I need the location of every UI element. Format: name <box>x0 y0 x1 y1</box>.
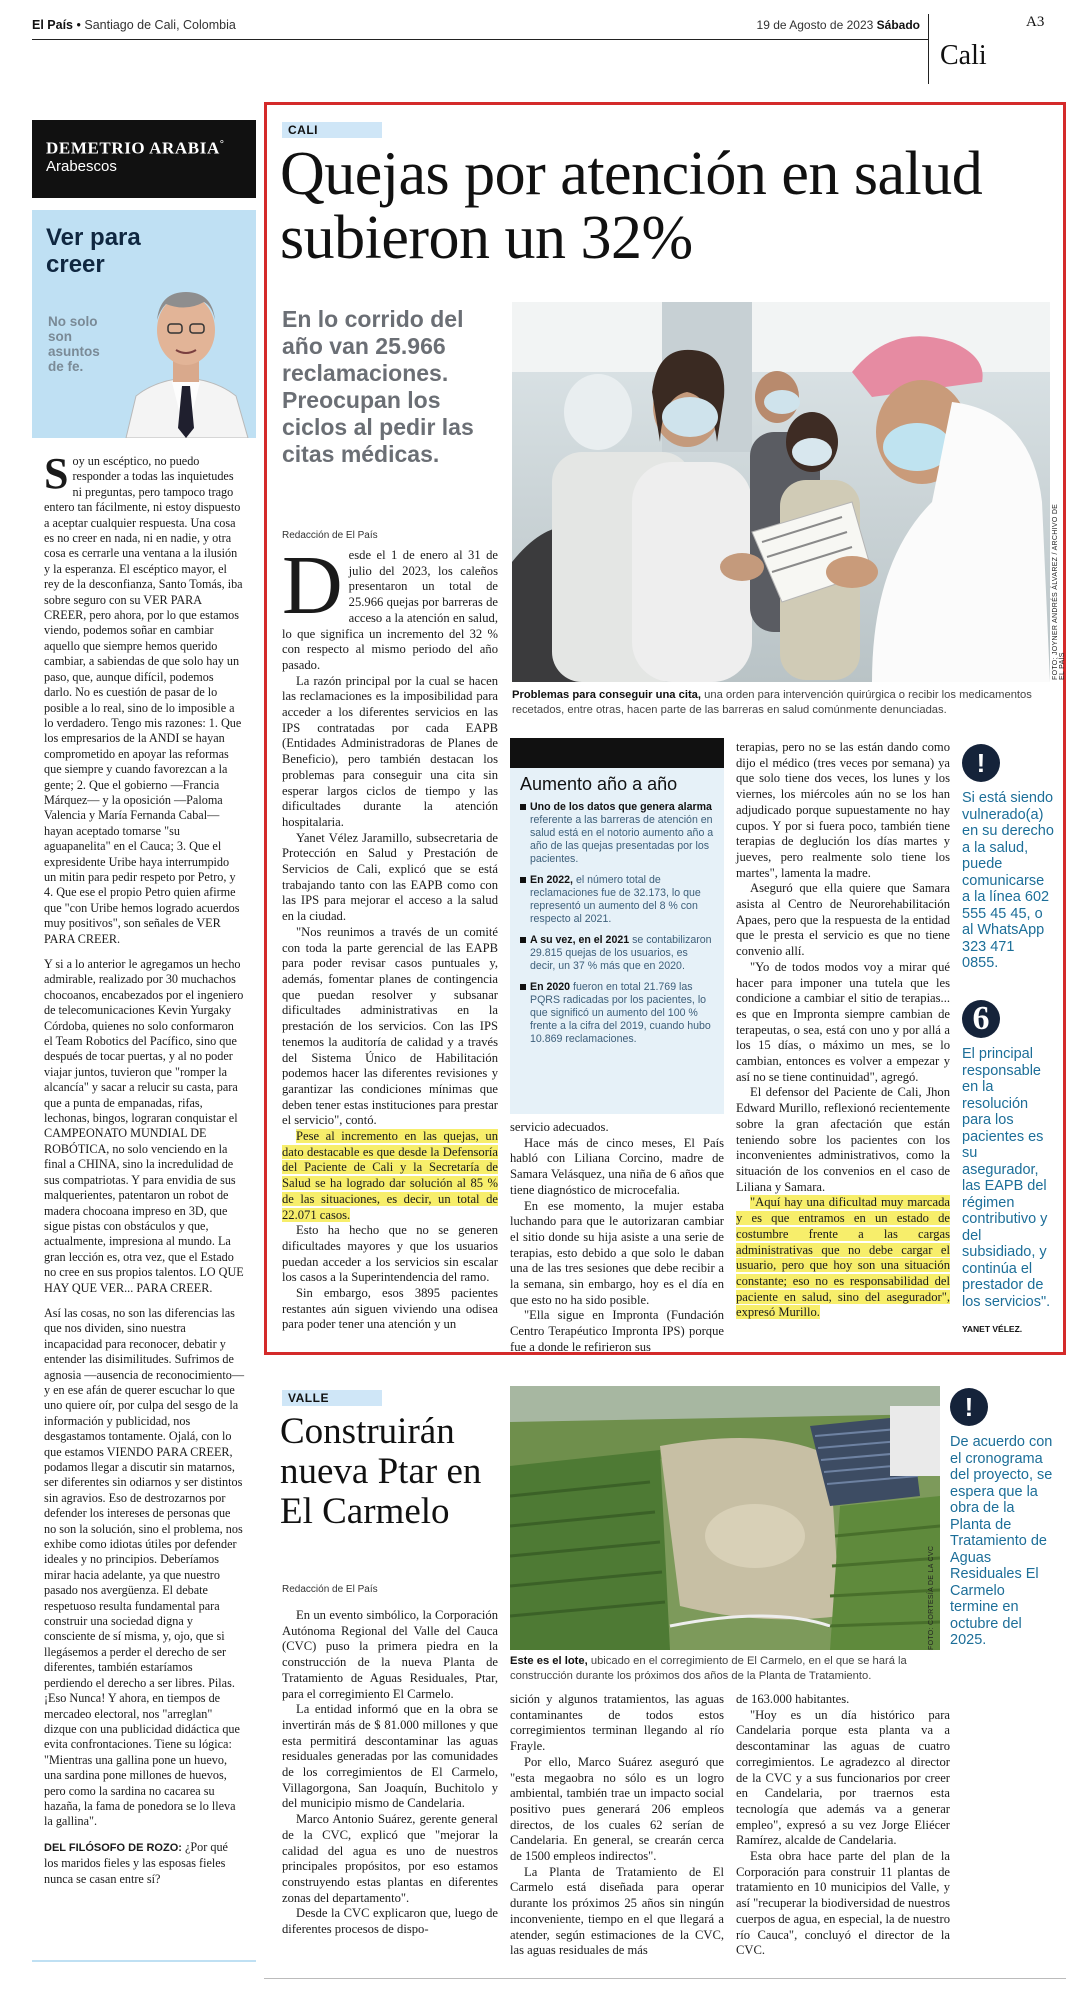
alert-icon: ! <box>962 744 1000 782</box>
second-paragraph: Por ello, Marco Suárez aseguró que "esta megaobra no sólo es un logro ambiental, también trae un impacto social positivo pues generará 206 empleos directos, de los cuales 62 serían de Candelaria. En general, se crearán cerca de 1500 empleos indirectos". <box>510 1754 724 1864</box>
main-paragraph: La razón principal por la cual se hacen las reclamaciones es la imposibilidad para acceder a los diferentes servicios en las IPS contratadas por cada EAPB (Entidades Administradoras de Planes de Beneficio), pero también destacan los problemas para conseguir una cita sin esperar largos ciclos de tiempo y las dificultades durante la atención hospitalaria. <box>282 673 498 829</box>
helpline-note: Si está siendo vulnerado(a) en su derecho a la salud, puede comunicarse a la línea 602 555 45 45, o al WhatsApp 323 471 0855. <box>962 790 1054 971</box>
infobox-title: Aumento año a año <box>520 774 678 794</box>
column-subtitle: No solo son asuntos de fe. <box>48 314 100 374</box>
second-caption-bold: Este es el lote, <box>510 1655 588 1667</box>
infobox-item-bold: A su vez, en el 2021 <box>530 934 630 946</box>
main-lead-text: esde el 1 de enero al 31 de julio del 2023, los caleños presentaron un total de 25.966 quejas por barreras de acceso a la atención en salud, lo que significa un incremento del 32 % con respecto al mismo periodo del año pasado. <box>282 548 498 672</box>
page-number: A3 <box>1026 14 1045 30</box>
header-day: Sábado <box>876 18 920 32</box>
official-quote: El principal responsable en la resolución para los pacientes es su asegurador, las EAPB del régimen contributivo y del subsidiado, y continúa el prestador de los servicios". <box>962 1046 1051 1310</box>
infobox-item <box>520 934 714 973</box>
main-paragraph: terapias, pero no se las están dando como dijo el médico (tres veces por semana) ya que solo tiene dos veces, los lunes y los viernes, los miércoles aún no se los han adjudicado porque supuestamente no hay cupos. Y por si fuera poco, también tiene terapias de deglución los días martes y jueves, pero realmente solo tiene los martes", lamenta la madre. <box>736 740 950 880</box>
main-paragraph: Hace más de cinco meses, El País habló con Liliana Corcino, madre de Samara Velásquez, una niña de 6 años que tiene diagnóstico de microcefalia. <box>510 1135 724 1197</box>
second-paragraph: sición y algunos tratamientos, las aguas contaminantes de todos estos corregimientos terminan llegando al río Frayle. <box>510 1692 724 1754</box>
second-kicker: VALLE <box>282 1390 382 1406</box>
infobox-list <box>510 799 724 1046</box>
main-paragraph: El defensor del Paciente de Cali, Jhon Edward Murillo, reflexionó recientemente sobre la gran afectación que están teniendo sobre los pacientes con los inconvenientes administrativos, como la situación de los convenios en el caso de Liliana y Samara. <box>736 1085 950 1194</box>
second-paragraph: Desde la CVC explicaron que, luego de diferentes procesos de dispo- <box>282 1906 498 1937</box>
main-deck: En lo corrido del año van 25.966 reclamaciones. Preocupan los ciclos al pedir las citas médicas. <box>282 306 474 467</box>
second-paragraph: En un evento simbólico, la Corporación Autónoma Regional del Valle del Cauca (CVC) puso la primera piedra en la construcción de la nueva Planta de Tratamiento de Aguas Residuales, Ptar, para el corregimiento El Carmelo. <box>282 1608 498 1701</box>
column-paragraph-text: oy un escéptico, no puedo responder a todas las inquietudes ni preguntas, pero tampoco trago entero tan fácilmente, ni estoy dispuesto a aceptar cualquier respuesta. Una cosa es no creer en nada, ni en nadie, y otra cosa es cerrarle una ventana a la ilusión y la esperanza. El escéptico mayor, el rey de la desconfianza, Santo Tomás, iba sobre seguro con su VER PARA CREER, pero ahora, por lo que estamos viendo, podemos soñar en cambiar aquello que siempre hemos querido cambiar, a sabiendas de que solo hay un paso, que, aunque difícil, podemos darlo. No es cuestión de pasar de lo posible a lo real, sino de lo imposible a lo verdadero. Tengo mis razones: 1. Que los empresarios de la ANDI se hayan comprometido en apoyar las reformas que siempre y cuando favorezcan a la gente; 2. Que el gobierno —Francia Márquez— y la oposición —Paloma Valencia y María Fernanda Cabal— hayan aceptado tomarse "su aguapanelita" en el Cauca; 3. Que el expresidente Uribe haya interrumpido un mitin para pedir respeto por Petro, y 4. Que ese el propio Petro quien afirme que "con Uribe hemos logrado acuerdos muy positivos", son señales de VER PARA CREER. <box>44 454 243 946</box>
main-paragraph: Sin embargo, esos 3895 pacientes restantes aún siguen viviendo una odisea para poder tener una atención y un <box>282 1286 498 1332</box>
second-paragraph: La entidad informó que en la obra se invertirán más de $ 81.000 millones y que esta permitirá descontaminar las aguas residuales generadas por las comunidades de los corregimientos de El Carmelo, Villagorgona, San Joaquín, Buchitolo y del municipio mismo de Candelaria. <box>282 1702 498 1811</box>
infobox-item-text: fueron en total 21.769 las PQRS radicadas por los pacientes, lo que significó un aumento del 100 % frente a la cifra del 2019, cuando hubo 10.869 reclamaciones. <box>530 981 711 1045</box>
column-name: Arabescos <box>46 157 117 175</box>
column-body <box>44 449 245 1887</box>
paper-name: El País <box>32 18 73 32</box>
second-caption-text: ubicado en el corregimiento de El Carmelo, en el que se hará la construcción durante los próximos dos años de la Planta de Tratamiento. <box>510 1655 907 1682</box>
main-photo-credit: FOTO: JOYNER ANDRÉS ÁLVAREZ / ARCHIVO DE EL PAÍS <box>1052 503 1066 680</box>
alert-icon: ! <box>950 1388 988 1426</box>
infobox-bullet <box>520 937 526 943</box>
main-kicker: CALI <box>282 122 382 138</box>
second-photo-credit: FOTO: CORTESÍA DE LA CVC <box>928 1545 935 1650</box>
infobox <box>510 738 724 1114</box>
header-divider <box>928 14 929 84</box>
infobox-item-bold: En 2022, <box>530 874 573 886</box>
second-photo <box>510 1386 940 1650</box>
author-portrait <box>116 268 256 438</box>
header-rule <box>32 39 928 40</box>
column-author-box <box>32 120 256 198</box>
main-caption-bold: Problemas para conseguir una cita, <box>512 689 702 701</box>
infobox-item <box>520 801 714 866</box>
main-highlight-paragraph <box>736 1195 950 1321</box>
column-paragraph <box>44 449 244 947</box>
second-paragraph: Marco Antonio Suárez, gerente general de la CVC, explicó que "mejorar la calidad del agua es uno de nuestros principales propósitos, por eso estamos construyendo estas plantas en diferentes zonas del departamento". <box>282 1812 498 1905</box>
main-highlight: "Aquí hay una dificultad muy marcada y es que entramos en un estado de costumbre frente a las cargas administrativas que no debe cargar el usuario, pero que hoy son una situación constante; eso no es responsabilidad del paciente en salud, sino del asegurador", expresó Murillo. <box>736 1195 950 1320</box>
column-bottom-border <box>32 1960 256 1962</box>
second-headline: Construirán nueva Ptar en El Carmelo <box>280 1411 482 1532</box>
aerial-lot-illustration <box>510 1386 940 1650</box>
infobox-item-bold: En 2020 <box>530 981 571 993</box>
infobox-item-text: referente a las barreras de atención en salud está en el notorio aumento año a año de las quejas presentadas por los pacientes. <box>530 814 714 865</box>
column-closing <box>44 1840 244 1887</box>
header-date-block <box>740 18 920 32</box>
second-column-1 <box>282 1608 498 1938</box>
infobox-bullet <box>520 804 526 810</box>
infobox-item-text: el número total de reclamaciones fue de 32.173, lo que representó un aumento del 8 % con respecto al 2021. <box>530 874 701 925</box>
header-date: 19 de Agosto de 2023 <box>756 18 874 32</box>
main-paragraph: servicio adecuados. <box>510 1120 609 1134</box>
header-bullet: • <box>76 18 81 32</box>
main-column-1 <box>282 539 498 1333</box>
page-footer-rule <box>264 1978 1066 1979</box>
clinic-photo-illustration <box>512 302 1050 682</box>
column-paragraph: Así las cosas, no son las diferencias las que nos dividen, sino nuestra incapacidad para reconocer, debatir y entender las disimilitudes. Sufrimos de agnosia —ausencia de reconocimiento— y en ese afán de querer escuchar lo que uno quiere oír, por culpa del sesgo de la información y publicidad, nos desgastamos tontamente. Ojalá, con lo que estamos VIENDO PARA CREER, podamos llegar a discutir sin matarnos, ser diferentes sin odiarnos y ser distintos sin agravios. Eso de destrozarnos por defender los intereses de personas que no son la solución, sino el problema, nos exhibe como idiotas útiles por defender ideales y no principios. Deberíamos mirar hacia adelante, ya que nuestro pasado nos avergüenza. El debate respetuoso resulta fundamental para construir una sociedad digna y consciente de sí misma, y, ojo, que si llegásemos a perder el derecho de ser diferentes, también estaríamos perdiendo el derecho a ser libres. Pilas. ¡Eso Nunca! Y ahora, en tiempos de mercadeo electoral, nos "arreglan" dizque con una publicidad didáctica que evita confrontaciones. Tiene su lógica: "Mientras una gallina pone un huevo, una sardina pone millones de huevos, pero como la sardina no cacarea su hazaña, la fama de ponedora se lo lleva la gallina". <box>44 1305 245 1829</box>
main-paragraph: "Ella sigue en Impronta (Fundación Centro Terapéutico Impronta IPS) porque fue a donde le refirieron sus <box>510 1308 724 1354</box>
infobox-item-bold: Uno de los datos que genera alarma <box>530 801 712 813</box>
second-column-2 <box>510 1692 724 1959</box>
closing-label: DEL FILÓSOFO DE ROZO: <box>44 1841 182 1854</box>
column-author-mark: ° <box>219 139 225 150</box>
column-paragraph: Y si a lo anterior le agregamos un hecho admirable, realizado por 30 muchachos chocoanos, encabezados por el ingeniero de telecomunicaciones Kevin Yurgaky Córdoba, quienes no solo conformaron el Team Robotics del Pacífico, sino que después de tocar puertas, y al no poder viajar juntos, tuvieron que "romper la alcancía" y sacar a relucir su casta, para que a punta de empanadas, rifas, lechonas, bingos, lograran conquistar el CAMPEONATO MUNDIAL DE ROBÓTICA, no solo venciendo en la final a CHINA, sino la incredulidad de sus compatriotas. Y para envidia de sus malquerientes, patentaron un robot de madera chocoana impreso en 3D, que sigue pistas con obstáculos y que, actualmente, impresiona al mundo. La gran lección es, otra vez, que el Estado no cree en sus propios talentos. LO QUE HAY QUE VER... PARA CREER. <box>44 957 244 1295</box>
main-byline: Redacción de El País <box>282 530 378 541</box>
second-paragraph: La Planta de Tratamiento de El Carmelo está diseñada para operar durante los próximos 25 años sin ningún inconveniente, tiempo en el que llegará a atender, según estimaciones de la CVC, las aguas residuales de más <box>510 1864 724 1958</box>
main-paragraph: En ese momento, la mujer estaba luchando para que le autorizaran cambiar el sitio donde su hija asiste a una serie de terapias, esto debido a que solo le daban una de las tres sesiones que debe recibir a la semana, sin embargo, hoy es el día en que esto no ha sido posible. <box>510 1198 724 1307</box>
main-column-3 <box>736 740 950 1321</box>
main-highlight-paragraph <box>282 1129 498 1223</box>
main-paragraph: Yanet Vélez Jaramillo, subsecretaria de Protección en Salud y Prestación de Servicios de Cali, explicó que se está trabajando tanto con las EAPB como con las IPS para mejorar el acceso a la salud en la ciudad. <box>282 830 498 924</box>
header-location: Santiago de Cali, Colombia <box>84 18 236 32</box>
main-paragraph: Aseguró que ella quiere que Samara asista al Centro de Neurorehabilitación Apaes, pero que la respuesta de la entidad que le presta el servicio es que no tiene convenio allí. <box>736 881 950 959</box>
second-paragraph: "Hoy es un día histórico para Candelaria porque esta planta va a descontaminar las aguas de cuatro corregimientos. Le agradezco al director de la CVC y a sus funcionarios por creer en Candelaria, por traernos esta tecnología que además va a generar empleo", expresó a su vez Jorge Eliécer Ramírez, alcalde de Candelaria. <box>736 1707 950 1848</box>
main-headline: Quejas por atención en salud subieron un 32% <box>280 140 983 272</box>
infobox-top-bar <box>510 738 724 768</box>
main-column-2 <box>510 1120 724 1356</box>
quote-icon: 6 <box>962 1000 1000 1038</box>
column-author-name: DEMETRIO ARABIA <box>46 138 220 158</box>
main-lead-paragraph <box>282 539 498 674</box>
main-dropcap: D <box>282 539 343 632</box>
section-name: Cali <box>940 40 987 71</box>
infobox-bullet <box>520 877 526 883</box>
second-paragraph: de 163.000 habitantes. <box>736 1692 850 1706</box>
second-paragraph: Esta obra hace parte del plan de la Corporación para construir 11 plantas de tratamiento en 10 municipios del Valle, y así "recuperar la biodiversidad de nuestros cuerpos de agua, en especial, la de nuestro río Cauca", concluyó el director de la CVC. <box>736 1849 950 1958</box>
second-photo-caption <box>510 1654 940 1683</box>
infobox-bullet <box>520 984 526 990</box>
infobox-item <box>520 981 714 1046</box>
quote-source: YANET VÉLEZ. <box>962 1324 1023 1334</box>
column-dropcap: S <box>44 449 69 498</box>
column-author <box>46 136 242 158</box>
closing-text: ¿Por qué los maridos fieles y las esposas fieles nunca se casan entre sí? <box>44 1839 228 1886</box>
schedule-note: De acuerdo con el cronograma del proyecto, se espera que la obra de la Planta de Tratamiento de Aguas Residuales El Carmelo termine en octubre del 2025. <box>950 1434 1053 1648</box>
main-caption-text: una orden para intervención quirúrgica o recibir los medicamentos recetados, entre otras, hacen parte de las barreras en salud comúnmente denunciadas. <box>512 689 1032 716</box>
main-photo <box>512 302 1050 682</box>
main-paragraph: Esto ha hecho que no se generen dificultades mayores y que los usuarios puedan acceder a los servicios sin escalar los casos a la Superintendencia del ramo. <box>282 1223 498 1285</box>
second-byline: Redacción de El País <box>282 1584 378 1595</box>
second-column-3 <box>736 1692 950 1959</box>
column-title: Ver para creer <box>46 224 141 278</box>
infobox-item <box>520 874 714 926</box>
main-highlight: Pese al incremento en las quejas, un dato destacable es que desde la Defensoría del Paciente de Cali y la Secretaría de Salud se ha logrado dar solución al 85 % de las situaciones, es decir, un total de 22.071 casos. <box>282 1129 498 1222</box>
infobox-item-text: se contabilizaron 29.815 quejas de los usuarios, es decir, un 37 % más que en 2020. <box>530 934 712 972</box>
main-paragraph: "Nos reunimos a través de un comité con toda la parte gerencial de las EAPB para poder revisar casos puntuales y, además, fomentar planes de contingencia que puedan resolver y subsanar dificultades administrativas en la prestación de los servicios. Con las IPS tenemos la auditoría de calidad y a través del Sistema Único de Habilitación podemos hacer las diferentes revisiones y garantizar las condiciones mínimas que deben tener estas instituciones para prestar el servicio", contó. <box>282 924 498 1128</box>
column-title-box <box>32 210 256 438</box>
main-photo-caption <box>512 688 1050 717</box>
main-paragraph: "Yo de todos modos voy a mirar qué hacer para imponer una tutela que les condicione a cambiar el sitio de terapias... es que en Impronta siempre cambian de terapeutas, o sea, está con uno y por allá a los 15 días, o máximo un mes, se lo cambian, entonces es volver a empezar y así no se tiene continuidad", agregó. <box>736 959 950 1084</box>
